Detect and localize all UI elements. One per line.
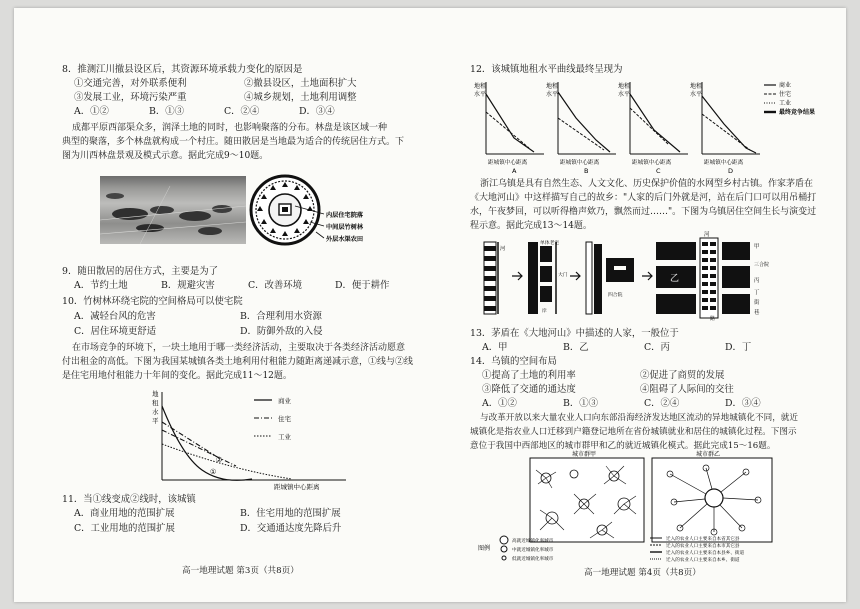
q8-options	[74, 106, 371, 118]
q14-option-d[interactable]: D．③④	[724, 398, 761, 409]
wuzhen-growth-diagram	[470, 232, 804, 322]
q12-legend-residential: 住宅	[779, 91, 792, 98]
stage4-jie: 街	[754, 300, 760, 306]
intro-15-16-line2: 城镇化是指农业人口迁移到户籍登记地所在省份城镇就业和居住的城镇化过程。下图示	[470, 427, 797, 437]
stage3-courtyard: 四合院	[608, 293, 623, 298]
cluster-yi-label: 城市群乙	[696, 451, 721, 458]
q12-legend-industrial: 工业	[779, 100, 792, 107]
q12a-ylabel2: 水平	[474, 91, 487, 98]
q10-stem: 10．竹树林环绕宅院的空间格局可以使宅院	[62, 296, 243, 307]
q10-option-b[interactable]: B．合理利用水资源	[240, 311, 322, 322]
legend-residential: 住宅	[278, 415, 291, 423]
linpan-pattern-diagram	[250, 166, 364, 256]
stage4-yi: 乙	[670, 274, 680, 284]
q13-option-a[interactable]: A．甲	[482, 342, 508, 353]
stage2-bank: 岸	[542, 309, 547, 314]
intro-11-12-line3: 是住宅用地付租能力十年间的变化。据此完成11～12题。	[62, 371, 292, 381]
stage4-ding: 丁	[754, 290, 760, 296]
q8-item3: ③发展工业，环境污染严重	[74, 92, 187, 103]
chart-ylabel-1: 地	[152, 390, 159, 398]
q12c-xlabel: 距城镇中心距离	[632, 160, 672, 166]
q14-option-a[interactable]: A．①②	[482, 398, 517, 409]
stage2-gate: 大门	[558, 273, 568, 278]
q12a-xlabel: 距城镇中心距离	[488, 160, 528, 166]
stage4-sanheyuan: 三合院	[754, 262, 770, 268]
q9-option-d[interactable]: D．便于耕作	[334, 280, 390, 291]
intro-11-12-line2: 付出租金的高低。下图为我国某城镇各类土地利用付租能力随距离递减示意，①线与②线	[62, 357, 414, 367]
legend-commerce: 商业	[278, 397, 291, 405]
legend-mid-rate: 中就近城镇化率城市	[512, 548, 554, 553]
city-cluster-diagram	[474, 452, 804, 564]
q14-option-c[interactable]: C．②④	[643, 398, 680, 409]
q11-stem: 11．当①线变成②线时，该城镇	[62, 494, 196, 505]
q12-graph-a[interactable]	[474, 82, 544, 175]
intro-13-14-line4: 程示意。据此完成13～14题。	[470, 221, 592, 231]
q14-stem: 14．乌镇的空间布局	[470, 356, 557, 367]
intro-9-10-line2: 典型的聚落，多个林盘就构成一个村庄。随田散居是当地最为适合的传统居住方式。下	[62, 137, 405, 147]
intro-13-14-line3: 水，午夜梦回，可以听得橹声欸乃，飘然而过……"。下图为乌镇居住空间生长与演变过	[470, 207, 817, 217]
q11-option-a[interactable]: A．商业用地的范围扩展	[74, 508, 175, 519]
q14-item1: ①提高了土地的利用率	[482, 370, 576, 381]
q12a-ylabel1: 地租	[474, 83, 487, 90]
chart-ylabel-2: 租	[152, 399, 159, 407]
q10-option-d[interactable]: D．防御外敌的入侵	[240, 326, 323, 337]
stage-3	[586, 242, 634, 314]
stage4-xiang: 巷	[754, 310, 760, 316]
right-page-footer: 高一地理试题 第4页（共8页）	[584, 568, 701, 578]
cluster-jia-label: 城市群甲	[572, 451, 597, 458]
q14-options	[482, 398, 803, 410]
q12c-ylabel2: 水平	[618, 91, 631, 98]
rent-curve-chart	[142, 386, 352, 490]
q12b-xlabel: 距城镇中心距离	[560, 160, 600, 166]
legend-township: 迁入的农业人口主要来自本乡、街道	[666, 558, 740, 563]
stage4-road: 路	[710, 316, 716, 322]
q12-graph-b[interactable]	[546, 82, 616, 175]
q14-option-b[interactable]: B．①③	[562, 398, 598, 409]
chart-ylabel-4: 平	[152, 417, 159, 425]
q13-option-c[interactable]: C．丙	[643, 342, 670, 353]
legend-city: 迁入的农业人口主要来自本市其它县	[666, 544, 740, 549]
q12-option-c[interactable]: C	[656, 167, 661, 175]
stage2-house: 单体老宅	[540, 241, 560, 246]
intro-11-12-line1: 在市场竞争的环境下，一块土地用于哪一类经济活动，主要取决于各类经济活动愿意	[72, 343, 406, 353]
q14-item4: ④阻碍了人际间的交往	[640, 384, 734, 395]
curve-residential-2	[162, 422, 222, 460]
q8-item1: ①交通完善，对外联系便利	[74, 78, 187, 89]
q12-graph-d[interactable]	[690, 82, 760, 175]
legend-low-rate: 低就近城镇化率城市	[512, 557, 554, 562]
intro-9-10-line3: 图为川西林盘景观及模式示意。据此完成9～10题。	[62, 151, 269, 161]
q12-graph-c[interactable]	[618, 82, 688, 175]
q8-item2: ②撤县设区，土地面积扩大	[244, 78, 357, 89]
stage4-river: 河	[704, 232, 710, 238]
legend-industrial: 工业	[278, 433, 291, 441]
stage4-bing: 丙	[754, 278, 760, 284]
q12-legend-final: 最终竞争结果	[779, 109, 816, 116]
curve-commerce	[162, 406, 252, 480]
chart-ylabel-3: 水	[152, 408, 159, 416]
legend-province: 迁入的农业人口主要来自本省其它县	[666, 537, 740, 542]
q9-stem: 9．随田散居的居住方式，主要是为了	[62, 266, 218, 277]
q12b-ylabel1: 地租	[546, 83, 559, 90]
q8-option-d[interactable]: D．③④	[298, 106, 335, 117]
q8-item4: ④城乡规划，土地利用调整	[244, 92, 357, 103]
q14-item3: ③降低了交通的通达度	[482, 384, 576, 395]
intro-13-14-line1: 浙江乌镇是具有自然生态、人文文化、历史保护价值的水网型乡村古镇。作家茅盾在	[480, 179, 814, 189]
label-outer-farmland: 外层水渠农田	[326, 236, 364, 243]
legend-high-rate: 高就近城镇化率城市	[512, 539, 554, 544]
q8-stem: 8．推测江川撤县设区后，其资源环境承载力变化的原因是	[62, 64, 303, 75]
q12-option-a[interactable]: A	[512, 167, 517, 175]
q9-option-b[interactable]: B．规避灾害	[160, 280, 215, 291]
q10-option-c[interactable]: C．居住环境更舒适	[74, 326, 157, 337]
q13-options	[482, 342, 803, 354]
q13-option-b[interactable]: B．乙	[562, 342, 589, 353]
q12c-ylabel1: 地租	[618, 83, 631, 90]
legend-title: 图例	[478, 545, 491, 552]
intro-15-16-line1: 与改革开放以来大量农业人口向东部沿海经济发达地区流动的异地城镇化不同，就近	[480, 413, 798, 423]
q12-option-d[interactable]: D	[728, 167, 734, 175]
q11-option-b[interactable]: B．住宅用地的范围扩展	[240, 508, 341, 519]
intro-15-16-line3: 意位于我国中西部地区的城市群甲和乙的就近城镇化模式。据此完成15～16题。	[470, 441, 776, 451]
q12d-ylabel2: 水平	[690, 91, 703, 98]
stage-4	[656, 231, 769, 322]
legend-county: 迁入的农业人口主要来自本县乡、街道	[666, 551, 745, 556]
label-middle-woods: 中间层竹树林	[326, 224, 364, 231]
q11-option-c[interactable]: C．工业用地的范围扩展	[74, 523, 175, 534]
chart-xlabel: 距城镇中心距离	[274, 483, 320, 491]
marker-2: ②	[216, 456, 223, 464]
linpan-landscape-photo	[100, 176, 246, 244]
q12-stem: 12．该城镇地租水平曲线最终呈现为	[470, 64, 623, 75]
left-page-footer: 高一地理试题 第3页（共8页）	[182, 566, 299, 576]
q9-option-c[interactable]: C．改善环境	[247, 280, 303, 291]
marker-1: ①	[210, 468, 217, 476]
q12-option-b[interactable]: B	[584, 167, 589, 175]
q12b-ylabel2: 水平	[546, 91, 559, 98]
q13-option-d[interactable]: D．丁	[724, 342, 752, 353]
stage-2	[528, 239, 568, 314]
q12d-xlabel: 距城镇中心距离	[704, 160, 744, 166]
q12d-ylabel1: 地租	[690, 83, 703, 90]
q8-option-b[interactable]: B．①③	[148, 106, 184, 117]
q9-option-a[interactable]: A．节约土地	[74, 280, 128, 291]
q9-options	[74, 280, 419, 292]
intro-13-14-line2: 《大地河山》中这样描写自己的故乡："人家的后门外就是河，站在后门口可以用吊桶打	[470, 193, 817, 203]
q12-curve-options	[474, 78, 764, 174]
q14-item2: ②促进了商贸的发展	[640, 370, 725, 381]
exam-sheet	[14, 8, 846, 602]
q12-legend	[764, 80, 844, 120]
label-inner-house: 内层住宅院落	[326, 212, 364, 219]
q10-option-a[interactable]: A．减轻台风的危害	[74, 311, 156, 322]
q8-option-c[interactable]: C．②④	[223, 106, 260, 117]
stage1-river: 河	[500, 246, 506, 252]
q13-stem: 13．茅盾在《大地河山》中描述的人家，一般位于	[470, 328, 679, 339]
stage4-jia: 甲	[754, 244, 760, 250]
q8-option-a[interactable]: A．①②	[74, 106, 109, 117]
intro-9-10-line1: 成都平原西部渠众多，润泽土地的同时，也影响聚落的分布。林盘是该区域一种	[72, 123, 388, 133]
q12-legend-commerce: 商业	[779, 82, 792, 89]
curve-residential-1	[162, 430, 236, 466]
stage-1	[484, 242, 505, 314]
q11-option-d[interactable]: D．交通通达度先降后升	[240, 523, 342, 534]
